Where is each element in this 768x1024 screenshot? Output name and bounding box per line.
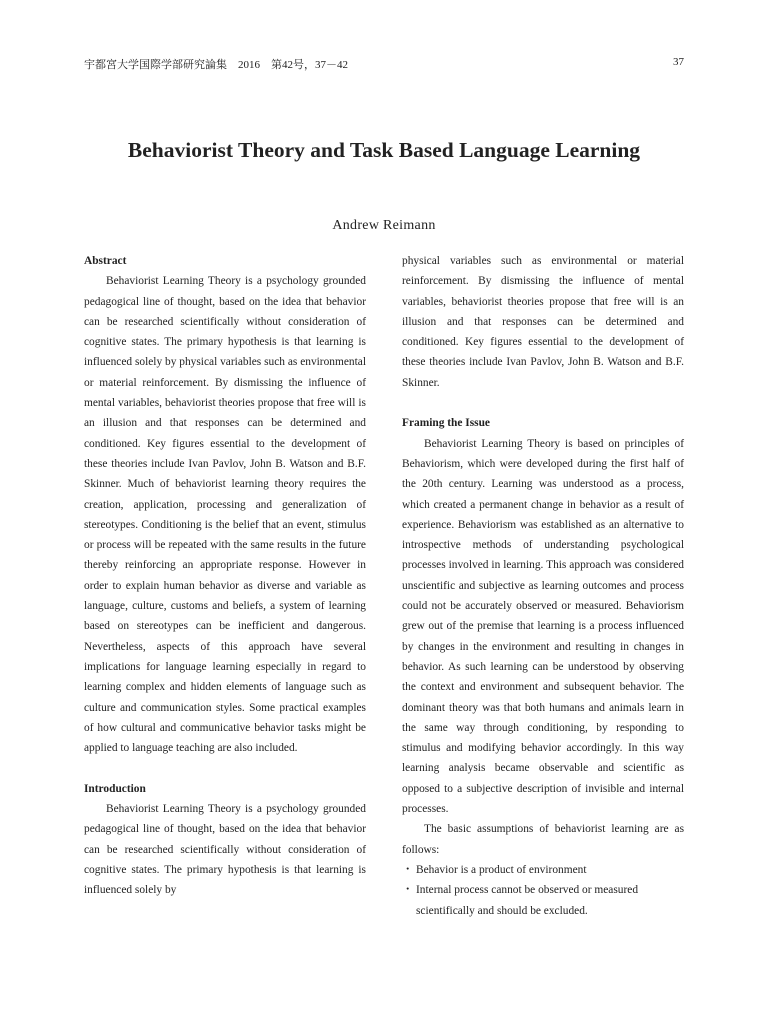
assumptions-intro: The basic assumptions of behaviorist learning are as follows: [402,823,684,856]
page-number: 37 [673,56,684,68]
author-name: Andrew Reimann [332,218,436,233]
list-item [402,880,684,921]
framing-text: Behaviorist Learning Theory is based on principles of Behaviorism, which were developed during the first half of the 20th century. Learning was understood as a process, which created a permanent change in behavior as a result of experience. Behaviorism was established as an alternative to introspective methods of understanding psychological processes involved in learning. This approach was considered unscientific and subjective as learning outcomes and process could not be accurately observed or measured. Behaviorism grew out of the premise that learning is a process influenced by changes in the environment and resulting in changes in behavior. As such learning can be understood by observing the context and environment and subsequent behavior. The dominant theory was that both humans and animals learn in the same way through conditioning, by responding to stimulus and modifying behavior accordingly. In this way learning analysis became observable and scientific as opposed to a subjective description of invisible and internal processes. [402,437,684,816]
abstract-heading: Abstract [84,255,127,267]
paper-title: Behaviorist Theory and Task Based Language Learning [127,138,641,162]
bullet-marker: ・ [402,863,414,876]
framing-heading: Framing the Issue [402,417,490,430]
right-column [402,251,684,921]
abstract-text: Behaviorist Learning Theory is a psychology grounded pedagogical line of thought, based on the idea that behavior can be researched scientifically without consideration of cognitive states. The primary hypothesis is that learning is influenced solely by physical variables such as environmental or material reinforcement. By dismissing the influence of mental variables, behaviorist theories propose that free will is an illusion and that responses can be determined and conditioned. Key figures essential to the development of these theories include Ivan Pavlov, John B. Watson and B.F. Skinner. Much of behaviorist learning theory requires the creation, application, processing and generalization of stereotypes. Conditioning is the belief that an event, stimulus or process will be repeated with the same results in the future thereby reinforcing an appropriate response. However in order to explain human behavior as diverse and variable as language, culture, customs and beliefs, a system of learning based on stereotypes can be inefficient and dangerous. Nevertheless, aspects of this approach have several implications for language learning especially in regard to learning complex and hidden elements of language such as culture and communication styles. Some practical examples of how cultural and communicative behavior tasks might be applied to language teaching are also included. [84,275,366,755]
list-item [402,860,684,880]
list-item-text: Behavior is a product of environment [416,863,587,876]
left-column [84,251,366,901]
list-item-text: Internal process cannot be observed or measured scientifically and should be excluded. [416,884,639,917]
introduction-text-left: Behaviorist Learning Theory is a psychology grounded pedagogical line of thought, based on the idea that behavior can be researched scientifically without consideration of cognitive states. The primary hypothesis is that learning is influenced solely by [84,803,366,897]
assumptions-list [402,860,684,921]
bullet-marker: ・ [402,884,414,897]
running-header [84,56,684,72]
introduction-heading: Introduction [84,782,146,795]
introduction-text-right: physical variables such as environmental or material reinforcement. By dismissing the influence of mental variables, behaviorist theories propose that free will is an illusion and that responses can be determined and conditioned. Key figures essential to the development of these theories include Ivan Pavlov, John B. Watson and B.F. Skinner. [402,255,684,389]
journal-citation: 宇都宮大学国際学部研究論集 2016 第42号，37－42 [84,59,348,71]
